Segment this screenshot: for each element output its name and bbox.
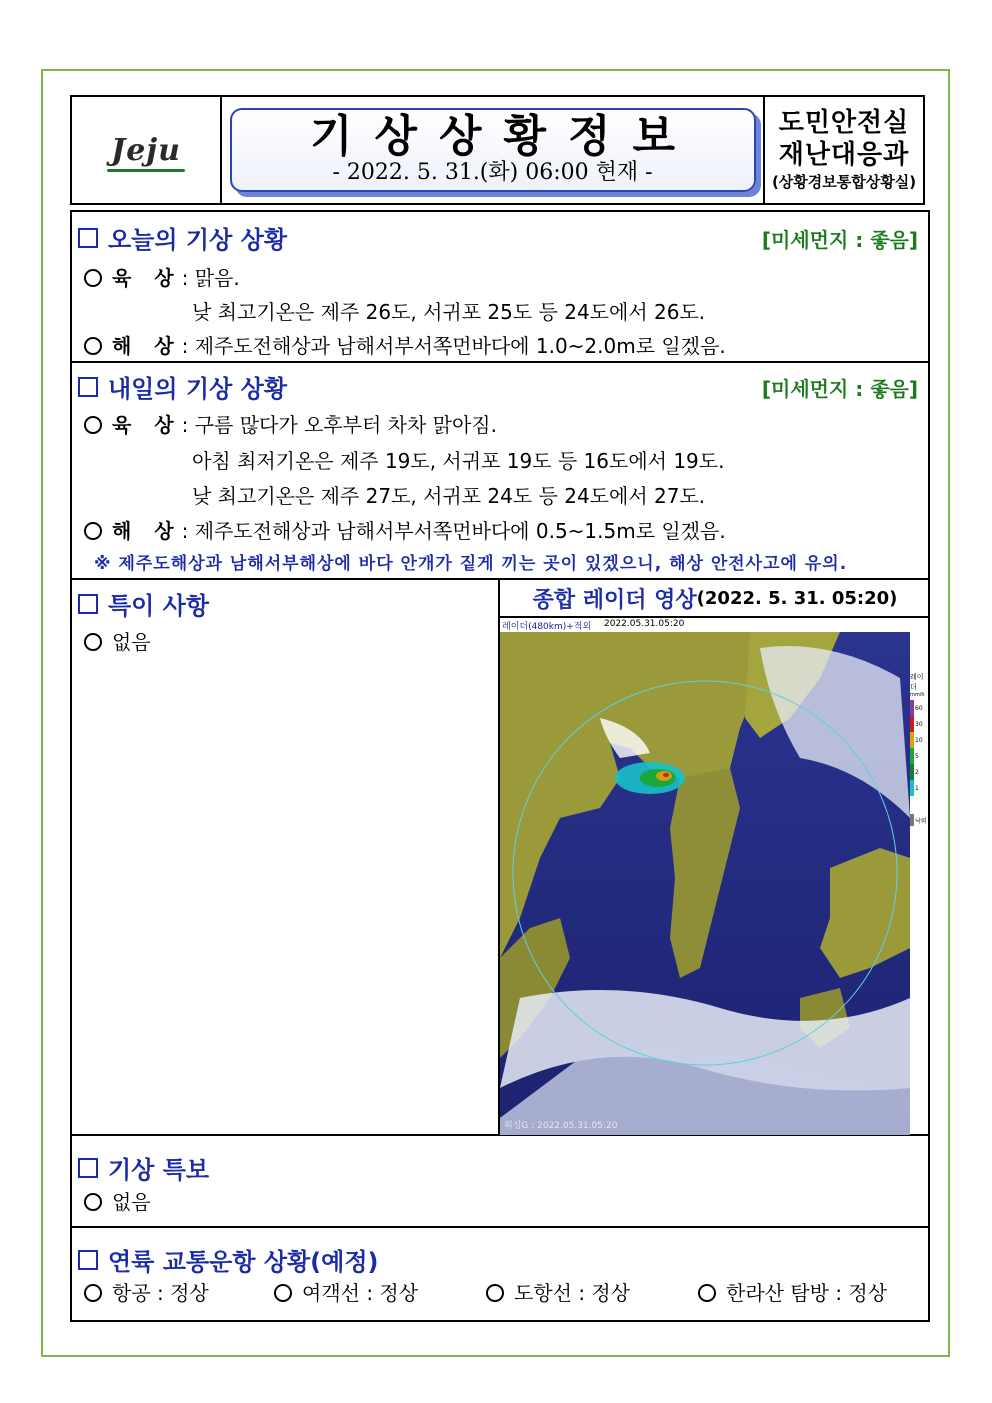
logo-underline bbox=[107, 169, 185, 172]
tomorrow-title bbox=[78, 369, 287, 404]
dept-line1: 도민안전실 bbox=[778, 108, 910, 138]
radar-datetime: (2022. 5. 31. 05:20) bbox=[696, 587, 898, 609]
circle-bullet-icon bbox=[84, 1284, 102, 1302]
radar-legend-unit: mm/h bbox=[910, 692, 925, 698]
tomorrow-land-line3: 낮 최고기온은 제주 27도, 서귀포 24도 등 24도에서 27도. bbox=[192, 484, 706, 508]
tomorrow-sea-text: : 제주도전해상과 남해서부서쪽먼바다에 0.5~1.5m로 일겠음. bbox=[181, 519, 726, 543]
today-sea-row bbox=[84, 330, 726, 359]
special-title bbox=[78, 586, 209, 621]
circle-bullet-icon bbox=[84, 416, 102, 434]
section-warning bbox=[72, 1136, 928, 1228]
circle-bullet-icon bbox=[84, 269, 102, 287]
legend-value: 30 bbox=[915, 720, 923, 728]
legend-item bbox=[910, 780, 928, 796]
header bbox=[70, 95, 925, 205]
traffic-ferry-text: 여객선 : 정상 bbox=[302, 1281, 419, 1305]
legend-value: 10 bbox=[915, 736, 923, 744]
section-today bbox=[72, 212, 928, 363]
traffic-item-hallasan bbox=[698, 1277, 887, 1306]
warning-title bbox=[78, 1150, 209, 1185]
special-item bbox=[84, 626, 151, 655]
tomorrow-sea-row bbox=[84, 515, 726, 544]
special-title-text: 특이 사항 bbox=[108, 592, 210, 620]
legend-item bbox=[910, 764, 928, 780]
warning-item bbox=[84, 1186, 151, 1215]
tomorrow-land-text: : 구름 많다가 오후부터 차차 맑아짐. bbox=[181, 413, 497, 437]
traffic-item-island-ferry bbox=[486, 1277, 698, 1306]
legend-value: 1 bbox=[915, 784, 919, 792]
today-sea-label: 해 상 bbox=[112, 334, 182, 358]
traffic-island-ferry-text: 도항선 : 정상 bbox=[514, 1281, 631, 1305]
circle-bullet-icon bbox=[698, 1284, 716, 1302]
radar-image bbox=[500, 618, 910, 1135]
radar-top-label: 레이더(480km)+적외 bbox=[502, 619, 591, 632]
legend-value: 60 bbox=[915, 704, 923, 712]
legend-item bbox=[910, 732, 928, 748]
tomorrow-land-row bbox=[84, 409, 497, 438]
logo-text: Jeju bbox=[111, 132, 181, 168]
today-dust-badge: [미세먼지 : 좋음] bbox=[761, 228, 918, 252]
jeju-logo bbox=[111, 133, 181, 168]
logo-cell bbox=[72, 97, 222, 203]
special-item-text: 없음 bbox=[112, 630, 151, 654]
dept-line2: 재난대응과 bbox=[778, 140, 910, 170]
traffic-title-text: 연륙 교통운항 상황(예정) bbox=[108, 1248, 379, 1276]
radar-legend-title: 레이더 bbox=[910, 673, 924, 691]
today-title bbox=[78, 220, 287, 255]
tomorrow-title-text: 내일의 기상 상황 bbox=[108, 375, 287, 403]
circle-bullet-icon bbox=[84, 337, 102, 355]
checkbox-square-icon bbox=[78, 377, 98, 397]
circle-bullet-icon bbox=[84, 522, 102, 540]
circle-bullet-icon bbox=[84, 633, 102, 651]
main-table bbox=[70, 210, 930, 1322]
legend-value: 5 bbox=[915, 752, 919, 760]
warning-title-text: 기상 특보 bbox=[108, 1156, 210, 1184]
checkbox-square-icon bbox=[78, 1250, 98, 1270]
radar-satellite-map bbox=[500, 618, 910, 1135]
traffic-item-air bbox=[84, 1277, 274, 1306]
today-land-text: : 맑음. bbox=[181, 266, 240, 290]
legend-item bbox=[910, 716, 928, 732]
today-land-label: 육 상 bbox=[112, 266, 182, 290]
today-land-line2: 낮 최고기온은 제주 26도, 서귀포 25도 등 24도에서 26도. bbox=[192, 300, 706, 324]
section-tomorrow bbox=[72, 363, 928, 580]
tomorrow-land-line2: 아침 최저기온은 제주 19도, 서귀포 19도 등 16도에서 19도. bbox=[192, 449, 725, 473]
tomorrow-land-label: 육 상 bbox=[112, 413, 182, 437]
today-title-text: 오늘의 기상 상황 bbox=[108, 226, 287, 254]
today-sea-text: : 제주도전해상과 남해서부서쪽먼바다에 1.0~2.0m로 일겠음. bbox=[181, 334, 726, 358]
legend-item bbox=[910, 748, 928, 764]
radar-legend bbox=[910, 672, 928, 842]
traffic-title bbox=[78, 1242, 379, 1277]
radar-top-time: 2022.05.31.05:20 bbox=[604, 619, 685, 629]
legend-item bbox=[910, 700, 928, 716]
checkbox-square-icon bbox=[78, 1158, 98, 1178]
dept-cell bbox=[765, 97, 923, 203]
section-traffic bbox=[72, 1228, 928, 1320]
tomorrow-note: ※ 제주도해상과 남해서부해상에 바다 안개가 짙게 끼는 곳이 있겠으니, 해상 안전사고에 유의. bbox=[94, 554, 848, 574]
title-cell bbox=[222, 97, 765, 203]
title-box bbox=[230, 108, 756, 192]
radar-title: 종합 레이더 영상 bbox=[532, 587, 697, 613]
today-land-row bbox=[84, 262, 240, 291]
dept-line3: (상황경보통합상황실) bbox=[771, 173, 917, 191]
tomorrow-sea-label: 해 상 bbox=[112, 519, 182, 543]
radar-bottom-label: 위성G : 2022.05.31.05:20 bbox=[504, 1121, 618, 1131]
page-title: 기상상황정보 bbox=[309, 111, 698, 162]
traffic-status-row bbox=[84, 1277, 887, 1306]
legend-lightning-text: 낙뢰 bbox=[915, 817, 927, 825]
traffic-hallasan-text: 한라산 탐방 : 정상 bbox=[726, 1281, 888, 1305]
legend-value: 2 bbox=[915, 768, 919, 776]
checkbox-square-icon bbox=[78, 228, 98, 248]
checkbox-square-icon bbox=[78, 594, 98, 614]
tomorrow-dust-badge: [미세먼지 : 좋음] bbox=[761, 377, 918, 401]
circle-bullet-icon bbox=[84, 1193, 102, 1211]
warning-item-text: 없음 bbox=[112, 1190, 151, 1214]
legend-lightning bbox=[910, 814, 928, 826]
circle-bullet-icon bbox=[486, 1284, 504, 1302]
traffic-item-ferry bbox=[274, 1277, 486, 1306]
page-subtitle: - 2022. 5. 31.(화) 06:00 현재 - bbox=[332, 160, 653, 185]
traffic-air-text: 항공 : 정상 bbox=[112, 1281, 209, 1305]
circle-bullet-icon bbox=[274, 1284, 292, 1302]
radar-header bbox=[498, 580, 930, 618]
